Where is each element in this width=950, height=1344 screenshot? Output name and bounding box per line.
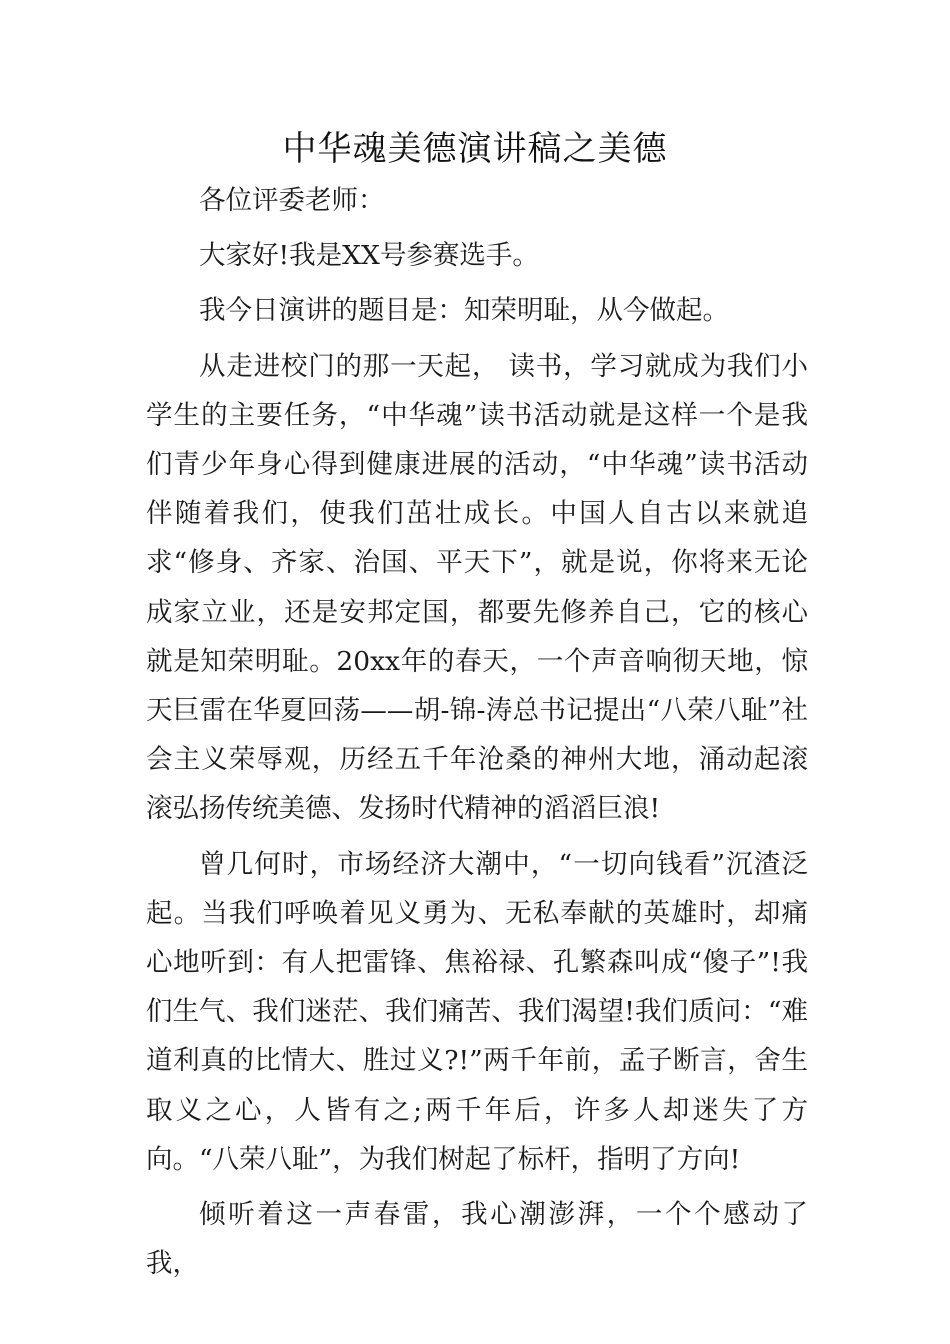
greeting-paragraph: 大家好!我是XX号参赛选手。 [199,240,539,272]
salutation-paragraph: 各位评委老师： [199,185,385,216]
body-paragraph: 从走进校门的那一天起， 读书，学习就成为我们小学生的主要任务，“中华魂”读书活动就是这样一个是我们青少年身心得到健康进展的活动，“中华魂”读书活动伴随着我们，使我们茁壮成长。中国人自古以来就追求“修身、齐家、治国、平天下”，就是说，你将来无论成家立业，还是安邦定国，都要先修养自己，它的核心就是知荣明耻。20xx年的春天，一个声音响彻天地，惊天巨雷在华夏回荡——胡-锦-涛总书记提出“八荣八耻”社会主义荣辱观，历经五千年沧桑的神州大地，涌动起滚滚弘扬传统美德、发扬时代精神的滔滔巨浪! [146,350,808,825]
body-paragraph: 倾听着这一声春雷，我心潮澎湃，一个个感动了我， [146,1199,808,1280]
document-title: 中华魂美德演讲稿之美德 [282,129,668,169]
document-body [146,176,808,1288]
topic-paragraph: 我今日演讲的题目是：知荣明耻，从今做起。 [199,295,729,327]
body-paragraph: 曾几何时，市场经济大潮中，“一切向钱看”沉渣泛起。当我们呼唤着见义勇为、无私奉献的英雄时，却痛心地听到：有人把雷锋、焦裕禄、孔繁森叫成“傻子”!我们生气、我们迷茫、我们痛苦、我们渴望!我们质问：“难道利真的比情大、胜过义?!”两千年前，孟子断言，舍生取义之心，人皆有之;两千年后，许多人却迷失了方向。“八荣八耻”，为我们树起了标杆，指明了方向! [146,848,808,1175]
